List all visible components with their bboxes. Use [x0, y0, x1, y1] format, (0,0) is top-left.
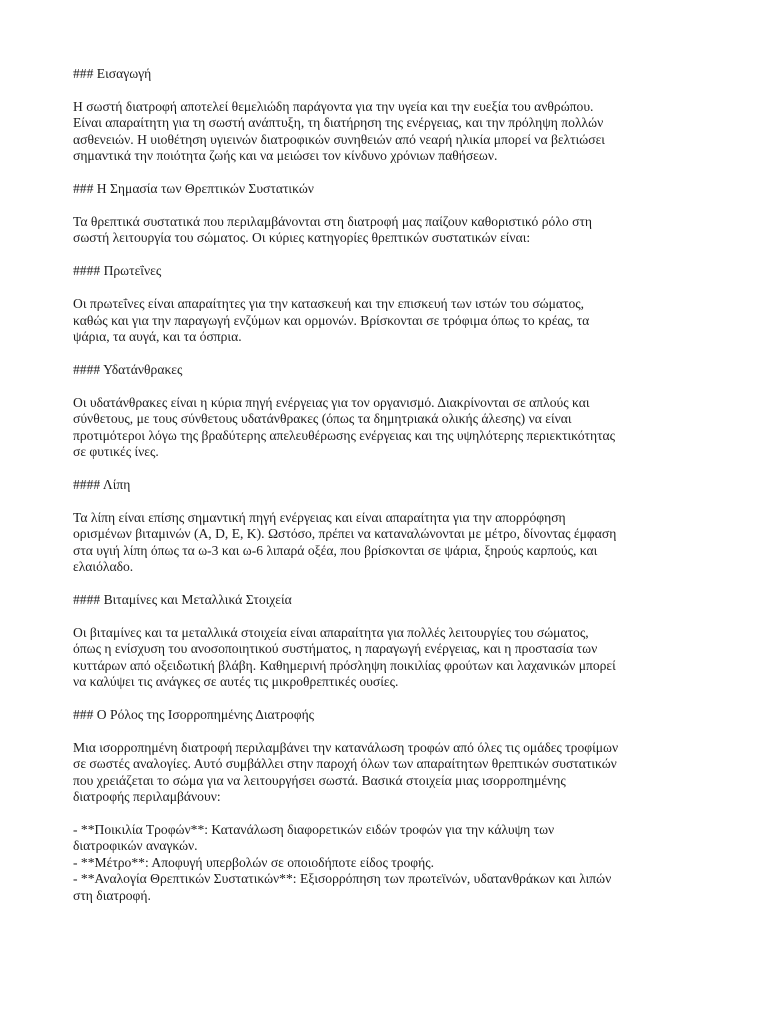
text-line: Η σωστή διατροφή αποτελεί θεμελιώδη παράγοντα για την υγεία και την ευεξία του ανθρώπου.: [73, 98, 594, 114]
text-line: σε φυτικές ίνες.: [73, 444, 159, 459]
heading-introduction: ### Εισαγωγή: [73, 66, 152, 81]
text-line: ψάρια, τα αυγά, και τα όσπρια.: [73, 328, 242, 344]
text-line: σε σωστές αναλογίες. Αυτό συμβάλλει στην παροχή όλων των απαραίτητων θρεπτικών συστατικών: [73, 756, 617, 772]
text-line: ασθενειών. Η υιοθέτηση υγιεινών διατροφικών συνηθειών από νεαρή ηλικία μπορεί να βελτιώσει: [73, 131, 605, 147]
paragraph-vitamins-minerals: [73, 625, 703, 691]
paragraph-carbohydrates: [73, 395, 703, 461]
text-line: Οι υδατάνθρακες είναι η κύρια πηγή ενέργειας για τον οργανισμό. Διακρίνονται σε απλούς και: [73, 394, 590, 410]
text-line: όπως η ενίσχυση του ανοσοποιητικού συστήματος, η παραγωγή ενέργειας, και η προστασία των: [73, 641, 598, 657]
text-line: Τα θρεπτικά συστατικά που περιλαμβάνονται στη διατροφή μας παίζουν καθοριστικό ρόλο στη: [73, 213, 593, 229]
text-line: να καλύψει τις ανάγκες σε αυτές τις μικροθρεπτικές ουσίες.: [73, 674, 399, 690]
text-line: ελαιόλαδο.: [73, 559, 134, 575]
text-line: σημαντικά την ποιότητα ζωής και να μειώσει τον κίνδυνο χρόνιων παθήσεων.: [73, 148, 498, 164]
text-line: Είναι απαραίτητη για τη σωστή ανάπτυξη, τη διατήρηση της ενέργειας, και την πρόληψη πολλών: [73, 115, 604, 131]
heading-vitamins-minerals: #### Βιταμίνες και Μεταλλικά Στοιχεία: [73, 591, 292, 607]
text-line: κυττάρων από οξειδωτική βλάβη. Καθημερινή πρόσληψη ποικιλίας φρούτων και λαχανικών μπορεί: [73, 657, 616, 673]
text-line: Οι βιταμίνες και τα μεταλλικά στοιχεία είναι απαραίτητα για πολλές λειτουργίες του σώματος,: [73, 624, 589, 640]
text-line: Μια ισορροπημένη διατροφή περιλαμβάνει την κατανάλωση τροφών από όλες τις ομάδες τροφίμων: [73, 739, 619, 755]
text-line: σύνθετους, με τους σύνθετους υδατάνθρακες (όπως τα δημητριακά ολικής άλεσης) να είναι: [73, 411, 572, 427]
heading-nutrients-importance: ### Η Σημασία των Θρεπτικών Συστατικών: [73, 181, 314, 197]
document-body: [73, 66, 703, 904]
list-item-continuation: διατροφικών αναγκών.: [73, 838, 198, 854]
text-line: στα υγιή λίπη όπως τα ω-3 και ω-6 λιπαρά οξέα, που βρίσκονται σε ψάρια, ξηρούς καρπούς, και: [73, 542, 598, 558]
balanced-diet-list: [73, 822, 703, 904]
text-line: σωστή λειτουργία του σώματος. Οι κύριες κατηγορίες θρεπτικών συστατικών είναι:: [73, 230, 531, 246]
paragraph-fats: [73, 510, 703, 576]
list-item: - **Ποικιλία Τροφών**: Κατανάλωση διαφορετικών ειδών τροφών για την κάλυψη των: [73, 822, 555, 837]
text-line: διατροφής περιλαμβάνουν:: [73, 789, 221, 805]
list-item: - **Αναλογία Θρεπτικών Συστατικών**: Εξισορρόπηση των πρωτεϊνών, υδατανθράκων και λιπών: [73, 871, 612, 887]
text-line: καθώς και για την παραγωγή ενζύμων και ορμονών. Βρίσκονται σε τρόφιμα όπως το κρέας, τα: [73, 312, 590, 328]
paragraph-proteins: [73, 296, 703, 345]
heading-proteins: #### Πρωτεΐνες: [73, 263, 162, 279]
heading-balanced-diet: ### Ο Ρόλος της Ισορροπημένης Διατροφής: [73, 706, 315, 722]
text-line: προτιμότεροι λόγω της βραδύτερης απελευθέρωσης ενέργειας και της υψηλότερης περιεκτικότητας: [73, 427, 616, 443]
text-line: που χρειάζεται το σώμα για να λειτουργήσει σωστά. Βασικά στοιχεία μιας ισορροπημένης: [73, 772, 566, 788]
paragraph-nutrients: [73, 214, 703, 247]
list-item: - **Μέτρο**: Αποφυγή υπερβολών σε οποιοδήποτε είδος τροφής.: [73, 854, 435, 870]
text-line: ορισμένων βιταμινών (A, D, E, K). Ωστόσο, πρέπει να καταναλώνονται με μέτρο, δίνοντας έμφαση: [73, 526, 617, 542]
text-line: Οι πρωτεΐνες είναι απαραίτητες για την κατασκευή και την επισκευή των ιστών του σώματος,: [73, 296, 585, 312]
list-item-continuation: στη διατροφή.: [73, 887, 151, 903]
text-line: Τα λίπη είναι επίσης σημαντική πηγή ενέργειας και είναι απαραίτητα για την απορρόφηση: [73, 509, 566, 525]
paragraph-balanced-diet: [73, 740, 703, 806]
heading-carbohydrates: #### Υδατάνθρακες: [73, 361, 183, 377]
paragraph-introduction: [73, 99, 703, 165]
heading-fats: #### Λίπη: [73, 476, 131, 492]
